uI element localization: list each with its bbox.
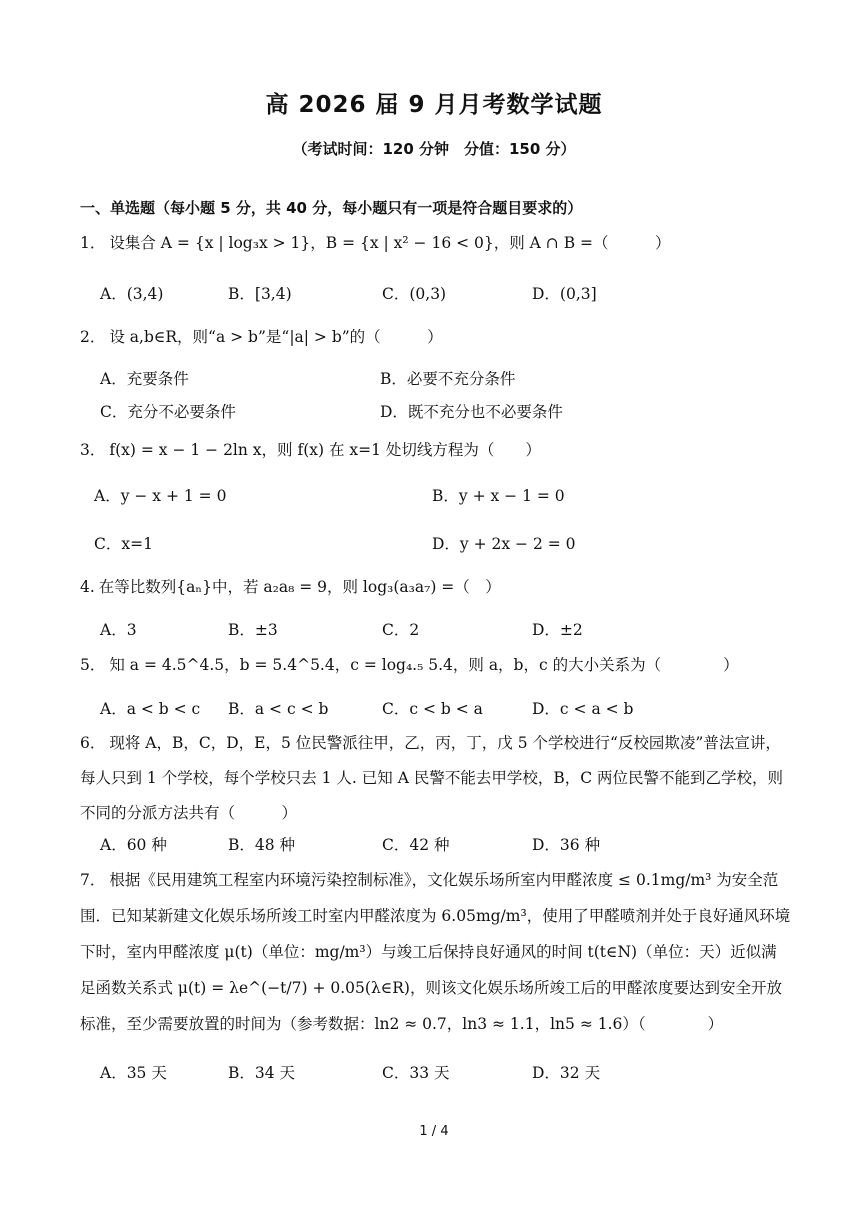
option-a: A．充要条件 xyxy=(100,370,189,388)
question-number: 2． xyxy=(80,328,106,346)
question-stem: 知 a = 4.5^4.5，b = 5.4^5.4，c = log₄.₅ 5.4，则 a，b，c 的大小关系为（ ） xyxy=(109,656,739,674)
option-b: B．[3,4) xyxy=(228,285,292,303)
question-number: 3． xyxy=(80,441,106,459)
option-b: B．±3 xyxy=(228,621,278,639)
question-6 xyxy=(80,726,792,831)
question-stem: 在等比数列{aₙ}中，若 a₂a₈ = 9，则 log₃(a₃a₇) =（ ） xyxy=(98,578,501,596)
question-stem: 设 a,b∈R，则“a > b”是“|a| > b”的（ ） xyxy=(109,328,443,346)
option-a: A．35 天 xyxy=(100,1064,167,1082)
option-a: A．y − x + 1 = 0 xyxy=(94,487,227,505)
page-number: 1 / 4 xyxy=(419,1124,449,1139)
option-d: D．32 天 xyxy=(532,1064,601,1082)
question-number: 1． xyxy=(80,234,106,252)
option-d: D．y + 2x − 2 = 0 xyxy=(432,535,576,553)
question-stem: 现将 A，B，C，D，E，5 位民警派往甲，乙，丙，丁，戊 5 个学校进行“反校园欺凌”普法宣讲，每人只到 1 个学校，每个学校只去 1 人. 已知 A 民警不能去甲学校，B，C 两位民警不能到乙学校，则不同的分派方法共有（ ） xyxy=(80,734,784,822)
option-c: C．(0,3) xyxy=(382,285,447,303)
option-b: B．必要不充分条件 xyxy=(380,370,516,388)
question-number: 6． xyxy=(80,734,106,752)
option-b: B．y + x − 1 = 0 xyxy=(432,487,565,505)
exam-title: 高 2026 届 9 月月考数学试题 xyxy=(265,92,603,118)
question-number: 4. xyxy=(80,578,95,596)
option-c: C．x=1 xyxy=(94,535,153,553)
exam-subtitle: （考试时间：120 分钟 分值：150 分） xyxy=(292,140,576,158)
option-d: D．既不充分也不必要条件 xyxy=(380,403,563,421)
option-d: D．(0,3] xyxy=(532,285,597,303)
option-a: A．(3,4) xyxy=(100,285,164,303)
question-1 xyxy=(80,226,792,261)
question-stem: f(x) = x − 1 − 2ln x，则 f(x) 在 x=1 处切线方程为（ ） xyxy=(109,441,541,459)
option-c: C．33 天 xyxy=(382,1064,450,1082)
question-number: 7． xyxy=(80,871,106,889)
option-d: D．±2 xyxy=(532,621,583,639)
option-a: A．a < b < c xyxy=(100,700,201,718)
question-7 xyxy=(80,862,792,1042)
option-b: B．34 天 xyxy=(228,1064,296,1082)
option-a: A．60 种 xyxy=(100,836,167,854)
option-c: C．42 种 xyxy=(382,836,450,854)
option-c: C．2 xyxy=(382,621,420,639)
question-number: 5． xyxy=(80,656,106,674)
section-heading: 一、单选题（每小题 5 分，共 40 分，每小题只有一项是符合题目要求的） xyxy=(80,199,583,217)
option-c: C．c < b < a xyxy=(382,700,483,718)
question-2 xyxy=(80,320,792,355)
option-d: D．36 种 xyxy=(532,836,601,854)
option-d: D．c < a < b xyxy=(532,700,634,718)
option-b: B．48 种 xyxy=(228,836,296,854)
option-a: A．3 xyxy=(100,621,137,639)
question-3 xyxy=(80,433,792,468)
question-4 xyxy=(80,570,792,605)
option-c: C．充分不必要条件 xyxy=(100,403,236,421)
question-stem: 根据《民用建筑工程室内环境污染控制标准》，文化娱乐场所室内甲醛浓度 ≤ 0.1mg/m³ 为安全范围．已知某新建文化娱乐场所竣工时室内甲醛浓度为 6.05mg/m³，使用了甲醛喷剂并处于良好通风环境下时，室内甲醛浓度 μ(t)（单位：mg/m³）与竣工后保持良好通风的时间 t(t∈N)（单位：天）近似满足函数关系式 μ(t) = λe^(−t/7) + 0.05(λ∈R)，则该文化娱乐场所竣工后的甲醛浓度要达到安全开放标准，至少需要放置的时间为（参考数据：ln2 ≈ 0.7，ln3 ≈ 1.1，ln5 ≈ 1.6）（ ） xyxy=(80,871,791,1033)
option-b: B．a < c < b xyxy=(228,700,329,718)
question-5 xyxy=(80,648,792,683)
question-stem: 设集合 A = {x | log₃x > 1}，B = {x | x² − 16 < 0}，则 A ∩ B =（ ） xyxy=(109,234,671,252)
